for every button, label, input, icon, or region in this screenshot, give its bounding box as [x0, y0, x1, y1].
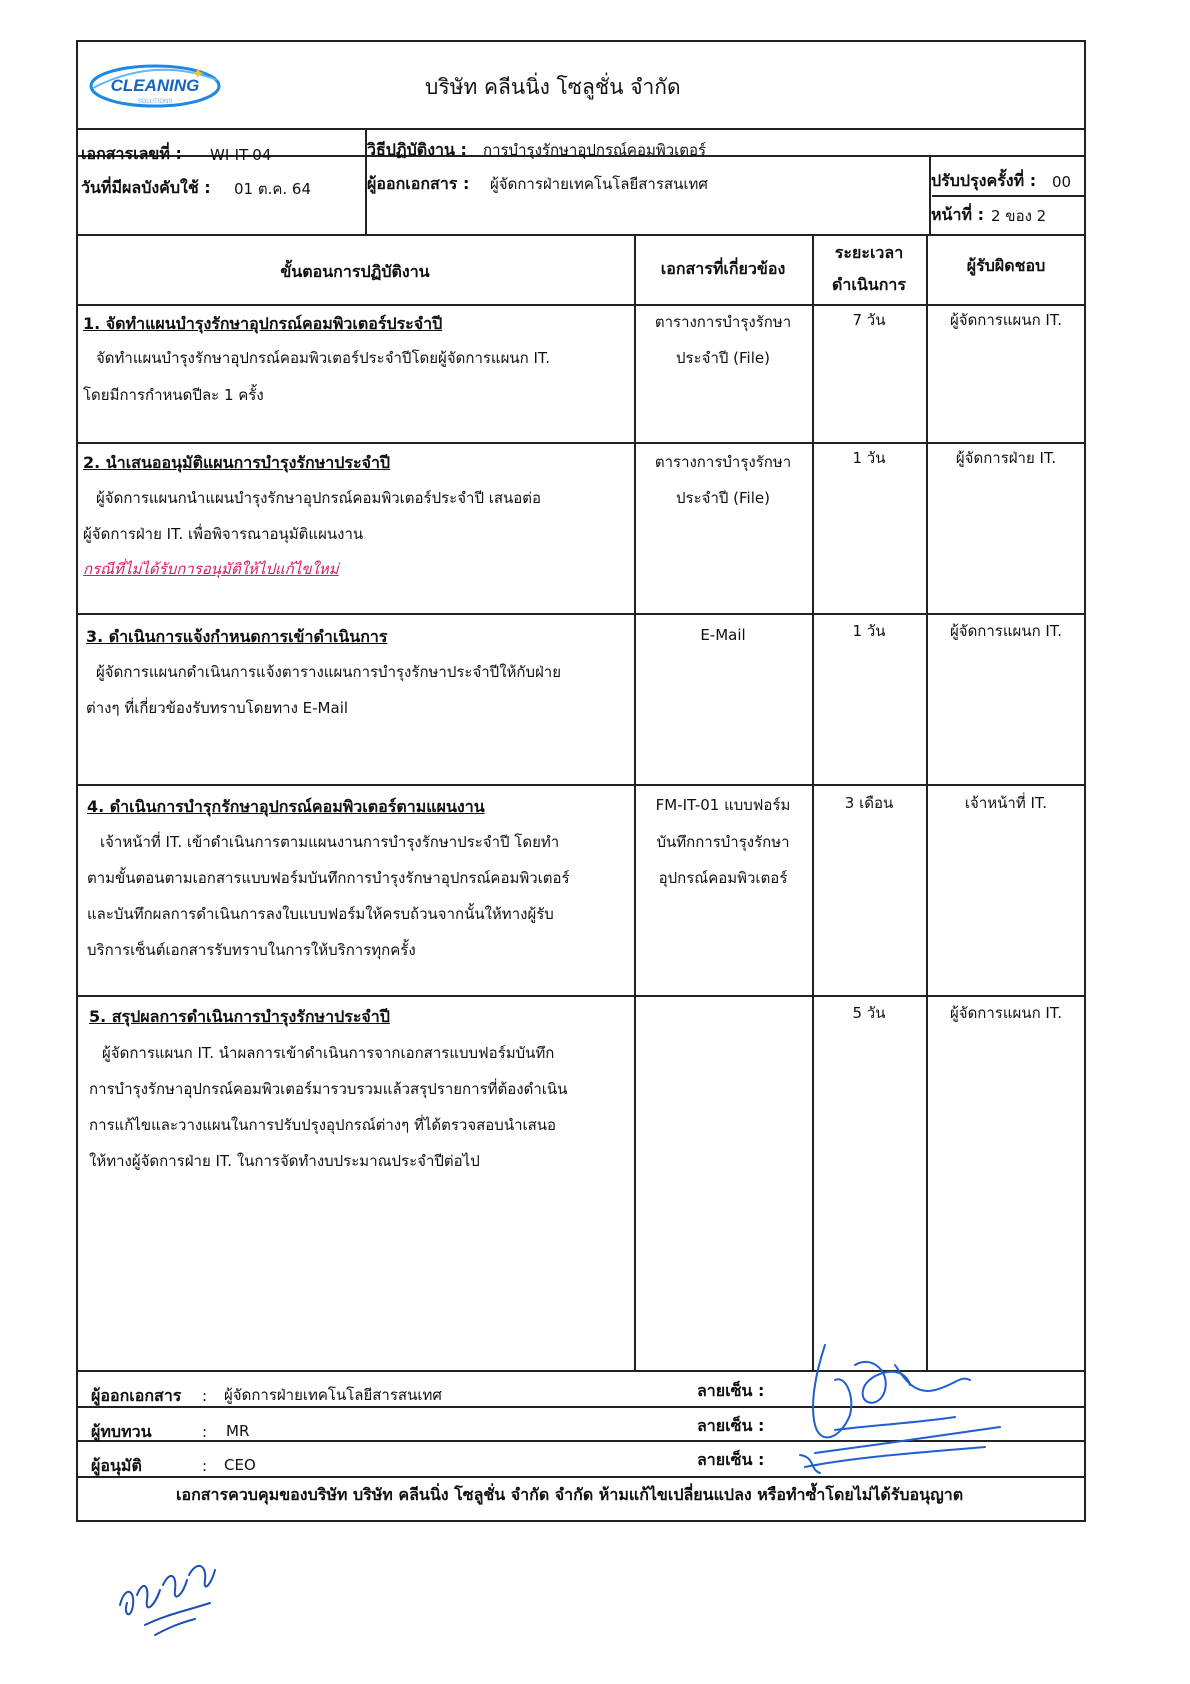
reviewer-label: ผู้ทบทวน: [91, 1422, 152, 1441]
step-5-title: 5. สรุปผลการดำเนินการบำรุงรักษาประจำปี: [89, 1007, 390, 1026]
step-2-duration: 1 วัน: [852, 449, 886, 467]
reviewer-signature-label: ลายเซ็น :: [697, 1416, 765, 1435]
effective-date-value: 01 ต.ค. 64: [234, 180, 312, 198]
issuer-label: ผู้ออกเอกสาร :: [367, 174, 470, 193]
step-4-doc-3: อุปกรณ์คอมพิวเตอร์: [658, 869, 788, 887]
step-2-doc-1: ตารางการบำรุงรักษา: [654, 453, 792, 471]
step-4-duration: 3 เดือน: [844, 794, 894, 812]
handwritten-name-note: [115, 1545, 235, 1640]
step-4-title: 4. ดำเนินการบำรุกรักษาอุปกรณ์คอมพิวเตอร์ตามแผนงาน: [87, 797, 485, 816]
header-divider: [76, 128, 1086, 130]
revision-label: ปรับปรุงครั้งที่ :: [931, 171, 1037, 190]
step-1-doc-1: ตารางการบำรุงรักษา: [654, 313, 792, 331]
cleaning-logo: [85, 58, 225, 110]
step-2-doc-2: ประจำปี (File): [676, 489, 770, 507]
issuer-approval-value: ผู้จัดการฝ่ายเทคโนโลยีสารสนเทศ: [224, 1386, 442, 1404]
step-2-line-2: ผู้จัดการฝ่าย IT. เพื่อพิจารณาอนุมัติแผนงาน: [83, 525, 364, 543]
table-header-divider: [76, 304, 1086, 306]
header-duration-line1: ระยะเวลา: [834, 243, 904, 262]
approver-label: ผู้อนุมัติ: [91, 1456, 142, 1475]
svg-text:CLEANING: CLEANING: [110, 76, 200, 95]
approver-value: CEO: [224, 1456, 256, 1474]
step-5-line-4: ให้ทางผู้จัดการฝ่าย IT. ในการจัดทำงบประมาณประจำปีต่อไป: [89, 1152, 480, 1170]
reviewer-sep: :: [202, 1423, 208, 1441]
step-4-doc-2: บันทึกการบำรุงรักษา: [656, 833, 790, 851]
step-3-line-1: ผู้จัดการแผนกดำเนินการแจ้งตารางแผนการบำรุงรักษาประจำปีให้กับฝ่าย: [96, 663, 562, 681]
step-3-line-2: ต่างๆ ที่เกี่ยวข้องรับทราบโดยทาง E-Mail: [86, 699, 349, 717]
step-4-line-1: เจ้าหน้าที่ IT. เข้าดำเนินการตามแผนงานการบำรุงรักษาประจำปี โดยทำ: [100, 833, 560, 851]
step-4-line-2: ตามขั้นตอนตามเอกสารแบบฟอร์มบันทึกการบำรุงรักษาอุปกรณ์คอมพิวเตอร์: [87, 869, 570, 887]
step-3-title: 3. ดำเนินการแจ้งกำหนดการเข้าดำเนินการ: [86, 627, 388, 646]
step-1-doc-2: ประจำปี (File): [676, 349, 770, 367]
step-3-doc-1: E-Mail: [700, 626, 746, 644]
step-4-line-3: และบันทึกผลการดำเนินการลงใบแบบฟอร์มให้ครบถ้วนจากนั้นให้ทางผู้รับ: [87, 905, 554, 923]
approval-divider-3: [76, 1476, 1086, 1478]
step-1-title: 1. จัดทำแผนบำรุงรักษาอุปกรณ์คอมพิวเตอร์ประจำปี: [83, 314, 443, 333]
reviewer-value: MR: [226, 1422, 250, 1440]
header-duration-line2: ดำเนินการ: [832, 275, 906, 294]
step-1-duration: 7 วัน: [852, 311, 886, 329]
revision-value: 00: [1052, 173, 1072, 191]
doc-no-value: WI-IT-04: [210, 146, 272, 164]
row-divider-2: [76, 613, 1086, 615]
row-divider-1: [76, 442, 1086, 444]
step-3-owner: ผู้จัดการแผนก IT.: [949, 622, 1063, 640]
approver-sep: :: [202, 1457, 208, 1475]
company-name: บริษัท คลีนนิ่ง โซลูชั่น จำกัด: [425, 75, 681, 99]
step-5-line-1: ผู้จัดการแผนก IT. นำผลการเข้าดำเนินการจากเอกสารแบบฟอร์มบันทึก: [102, 1044, 555, 1062]
step-5-owner: ผู้จัดการแผนก IT.: [949, 1004, 1063, 1022]
page-value: 2 ของ 2: [991, 207, 1047, 225]
step-2-line-1: ผู้จัดการแผนกนำแผนบำรุงรักษาอุปกรณ์คอมพิวเตอร์ประจำปี เสนอต่อ: [96, 489, 542, 507]
document-control-footer: เอกสารควบคุมของบริษัท บริษัท คลีนนิ่ง โซลูชั่น จำกัด จำกัด ห้ามแก้ไขเปลี่ยนแปลง หรือทำซ้ำโดยไม่ได้รับอนุญาต: [176, 1485, 964, 1504]
issuer-approval-label: ผู้ออกเอกสาร: [91, 1386, 182, 1405]
issuer-signature-label: ลายเซ็น :: [697, 1381, 765, 1400]
step-4-doc-1: FM-IT-01 แบบฟอร์ม: [655, 796, 791, 814]
effective-date-label: วันที่มีผลบังคับใช้ :: [81, 178, 211, 197]
step-2-rejection-note: กรณีที่ไม่ได้รับการอนุมัติให้ไปแก้ไขใหม่: [83, 560, 339, 578]
row-divider-4: [76, 995, 1086, 997]
svg-text:SOLUTIONS: SOLUTIONS: [137, 99, 173, 105]
header-steps: ขั้นตอนการปฏิบัติงาน: [280, 262, 430, 281]
step-2-owner: ผู้จัดการฝ่าย IT.: [955, 449, 1057, 467]
doc-no-label: เอกสารเลขที่ :: [81, 144, 182, 163]
step-5-duration: 5 วัน: [852, 1004, 886, 1022]
step-4-line-4: บริการเซ็นต์เอกสารรับทราบในการให้บริการทุกครั้ง: [87, 941, 416, 959]
step-5-line-3: การแก้ไขและวางแผนในการปรับปรุงอุปกรณ์ต่างๆ ที่ได้ตรวจสอบนำเสนอ: [89, 1116, 557, 1134]
header-owner: ผู้รับผิดชอบ: [966, 256, 1046, 275]
procedure-value: การบำรุงรักษาอุปกรณ์คอมพิวเตอร์: [483, 141, 707, 159]
row-divider-3: [76, 784, 1086, 786]
revision-divider: [932, 195, 1086, 197]
step-3-duration: 1 วัน: [852, 622, 886, 640]
meta-bottom-divider: [76, 234, 1086, 236]
procedure-label: วิธีปฏิบัติงาน :: [367, 140, 467, 159]
step-2-title: 2. นำเสนออนุมัติแผนการบำรุงรักษาประจำปี: [83, 453, 391, 472]
step-4-owner: เจ้าหน้าที่ IT.: [964, 794, 1048, 812]
step-1-owner: ผู้จัดการแผนก IT.: [949, 311, 1063, 329]
header-docs: เอกสารที่เกี่ยวข้อง: [660, 259, 786, 278]
page-label: หน้าที่ :: [931, 205, 984, 224]
step-5-line-2: การบำรุงรักษาอุปกรณ์คอมพิวเตอร์มารวบรวมแล้วสรุปรายการที่ต้องดำเนิน: [89, 1080, 568, 1098]
approver-signature-label: ลายเซ็น :: [697, 1450, 765, 1469]
issuer-approval-sep: :: [202, 1387, 208, 1405]
issuer-value: ผู้จัดการฝ่ายเทคโนโลยีสารสนเทศ: [490, 175, 708, 193]
signature-scribble: [795, 1335, 1005, 1475]
step-1-line-2: โดยมีการกำหนดปีละ 1 ครั้ง: [83, 386, 264, 404]
step-1-line-1: จัดทำแผนบำรุงรักษาอุปกรณ์คอมพิวเตอร์ประจำปีโดยผู้จัดการแผนก IT.: [96, 349, 551, 367]
